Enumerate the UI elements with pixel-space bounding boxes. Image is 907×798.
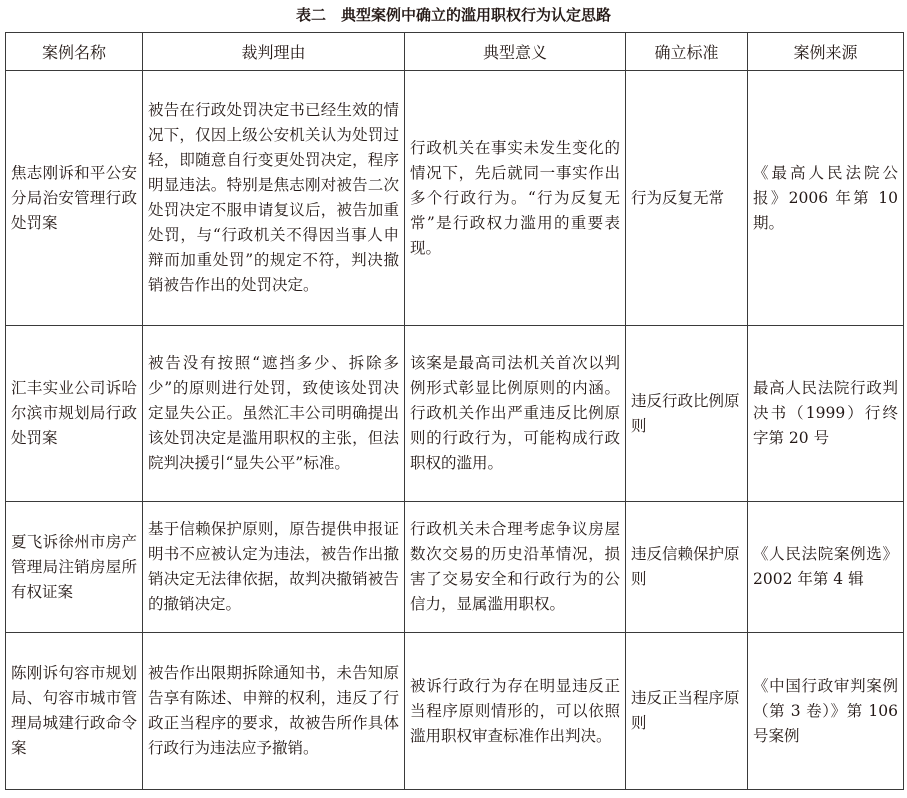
significance-cell: 行政机关在事实未发生变化的情况下，先后就同一事实作出多个行政行为。“行为反复无常”是行政权力滥用的重要表现。 [405, 71, 626, 326]
reason-cell: 被告没有按照“遮挡多少、拆除多少”的原则进行处罚，致使该处罚决定显失公正。虽然汇丰公司明确提出该处罚决定是滥用职权的主张，但法院判决援引“显失公平”标准。 [143, 326, 405, 502]
table-title: 表二 典型案例中确立的滥用职权行为认定思路 [295, 6, 611, 24]
case-name-cell: 焦志刚诉和平公安分局治安管理行政处罚案 [6, 71, 143, 326]
table-row [6, 326, 904, 502]
standard-cell: 行为反复无常 [626, 71, 748, 326]
reason-cell: 基于信赖保护原则，原告提供申报证明书不应被认定为违法，被告作出撤销决定无法律依据，故判决撤销被告的撤销决定。 [143, 502, 405, 633]
significance-cell: 被诉行政行为存在明显违反正当程序原则情形的，可以依照滥用职权审查标准作出判决。 [405, 633, 626, 790]
significance-cell: 行政机关未合理考虑争议房屋数次交易的历史沿革情况，损害了交易安全和行政行为的公信力，显属滥用职权。 [405, 502, 626, 633]
standard-cell: 违反正当程序原则 [626, 633, 748, 790]
cases-table [5, 32, 904, 790]
standard-cell: 违反行政比例原则 [626, 326, 748, 502]
case-name-cell: 夏飞诉徐州市房产管理局注销房屋所有权证案 [6, 502, 143, 633]
significance-cell: 该案是最高司法机关首次以判例形式彰显比例原则的内涵。行政机关作出严重违反比例原则的行政行为，可能构成行政职权的滥用。 [405, 326, 626, 502]
source-cell: 《中国行政审判案例（第 3 卷）》第 106 号案例 [748, 633, 904, 790]
source-cell: 最高人民法院行政判决书（1999）行终字第 20 号 [748, 326, 904, 502]
source-cell: 《最高人民法院公报》2006 年第 10 期。 [748, 71, 904, 326]
table-row [6, 633, 904, 790]
header-case-name: 案例名称 [6, 33, 143, 71]
table-row [6, 71, 904, 326]
case-name-cell: 陈刚诉句容市规划局、句容市城市管理局城建行政命令案 [6, 633, 143, 790]
reason-cell: 被告在行政处罚决定书已经生效的情况下，仅因上级公安机关认为处罚过轻，即随意自行变更处罚决定，程序明显违法。特别是焦志刚对被告二次处罚决定不服申请复议后，被告加重处罚，与“行政机关不得因当事人申辩而加重处罚”的规定不符，判决撤销被告作出的处罚决定。 [143, 71, 405, 326]
header-significance: 典型意义 [405, 33, 626, 71]
reason-cell: 被告作出限期拆除通知书，未告知原告享有陈述、申辩的权利，违反了行政正当程序的要求，故被告所作具体行政行为违法应予撤销。 [143, 633, 405, 790]
header-standard: 确立标准 [626, 33, 748, 71]
case-name-cell: 汇丰实业公司诉哈尔滨市规划局行政处罚案 [6, 326, 143, 502]
standard-cell: 违反信赖保护原则 [626, 502, 748, 633]
header-row [6, 33, 904, 71]
header-reason: 裁判理由 [143, 33, 405, 71]
header-source: 案例来源 [748, 33, 904, 71]
source-cell: 《人民法院案例选》2002 年第 4 辑 [748, 502, 904, 633]
table-row [6, 502, 904, 633]
